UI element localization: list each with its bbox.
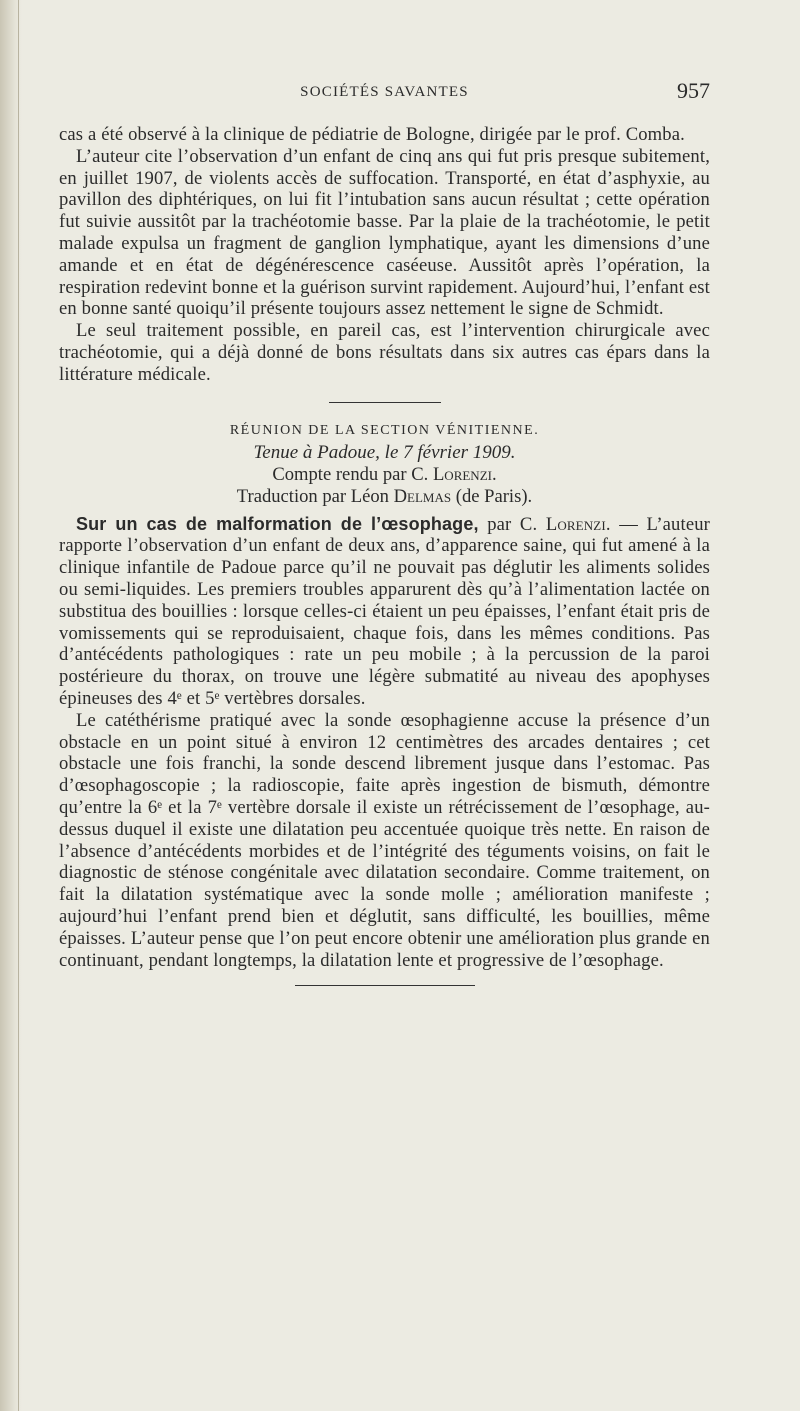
meeting-title: RÉUNION DE LA SECTION VÉNITIENNE. xyxy=(229,422,540,438)
end-divider xyxy=(295,985,475,986)
article-byline-suffix: . — xyxy=(605,513,647,535)
translation-prefix: Traduction par Léon xyxy=(236,485,394,507)
translation-credit xyxy=(59,486,710,508)
paragraph-continuation: cas a été observé à la clinique de pédiatrie de Bologne, dirigée par le prof. Comba. xyxy=(59,124,685,145)
translation-suffix: (de Paris). xyxy=(451,485,533,507)
report-suffix: . xyxy=(491,463,497,485)
page-number: 957 xyxy=(677,78,710,103)
session-info: Tenue à Padoue, le 7 février 1909. xyxy=(253,441,516,463)
page-fold-line xyxy=(18,0,19,1411)
article-title: Sur un cas de malformation de l’œsophage, xyxy=(76,513,479,534)
page-content xyxy=(59,76,710,986)
body-text xyxy=(59,124,710,986)
article-author: Lorenzi xyxy=(545,513,606,535)
report-prefix: Compte rendu par C. xyxy=(272,463,433,485)
translation-author: Delmas xyxy=(393,485,452,507)
paragraph-treatment: Le seul traitement possible, en pareil cas, est l’intervention chirurgicale avec trachéotomie, qui a déjà donné de bons résultats dans six autres cas épars dans la littérature médicale. xyxy=(59,320,710,385)
article-first-paragraph xyxy=(59,514,710,710)
article-byline-prefix: par C. xyxy=(478,513,546,535)
running-head xyxy=(59,76,710,106)
paragraph-observation: L’auteur cite l’observation d’un enfant de cinq ans qui fut pris presque subitement, en juillet 1907, de violents accès de suffocation. Transporté, en état d’asphyxie, au pavillon des diphtériques, on lui fit l’intubation sans aucun résultat ; cette opération fut suivie aussitôt par la trachéotomie basse. Par la plaie de la trachéotomie, le petit malade expulsa un fragment de ganglion lymphatique, ayant les dimensions d’une amande et en état de dégénérescence caséeuse. Aussitôt après l’opération, la respiration redevint bonne et la guérison survint rapidement. Aujourd’hui, l’enfant est en bonne santé quoiqu’il présente toujours assez nettement le signe de Schmidt. xyxy=(59,145,710,320)
article-second-paragraph: Le catéthérisme pratiqué avec la sonde œsophagienne accuse la présence d’un obstacle en un point situé à environ 12 centimètres des arcades dentaires ; cet obstacle une fois franchi, la sonde descend librement jusque dans l’estomac. Pas d’œsophagoscopie ; la radioscopie, faite après ingestion de bismuth, démontre qu’entre la 6ᵉ et la 7ᵉ vertèbre dorsale il existe un rétrécissement de l’œsophage, au-dessus duquel il existe une dilatation peu accentuée quoique très nette. En raison de l’absence d’antécédents morbides et de l’intégrité des téguments voisins, on fait le diagnostic de sténose congénitale avec dilatation secondaire. Comme traitement, on fait la dilatation systématique avec la sonde molle ; amélioration manifeste ; aujourd’hui l’enfant prend bien et déglutit, sans difficulté, les bouillies, même épaisses. L’auteur pense que l’on peut encore obtenir une amélioration plus grande en continuant, pendant longtemps, la dilatation lente et progressive de l’œsophage. xyxy=(59,709,710,971)
report-credit xyxy=(59,464,710,486)
report-author: Lorenzi xyxy=(432,463,492,485)
article-text-1: L’auteur rapporte l’observation d’un enfant de deux ans, d’apparence saine, qui fut amené à la clinique infantile de Padoue parce qu’il ne pouvait pas déglutir les aliments solides ou semi-liquides. Les premiers troubles apparurent dès qu’à l’alimentation lactée on substitua des bouillies : lorsque celles-ci étaient un peu épaisses, l’enfant était pris de vomissements qui se reproduisaient, chaque fois, dans les mêmes conditions. Pas d’antécédents pathologiques : rate un peu mobile ; à la percussion de la paroi postérieure du thorax, on trouve une légère submatité au niveau des apophyses épineuses des 4ᵉ et 5ᵉ vertèbres dorsales. xyxy=(59,513,711,709)
running-head-title: SOCIÉTÉS SAVANTES xyxy=(300,84,469,100)
section-divider xyxy=(329,402,441,403)
